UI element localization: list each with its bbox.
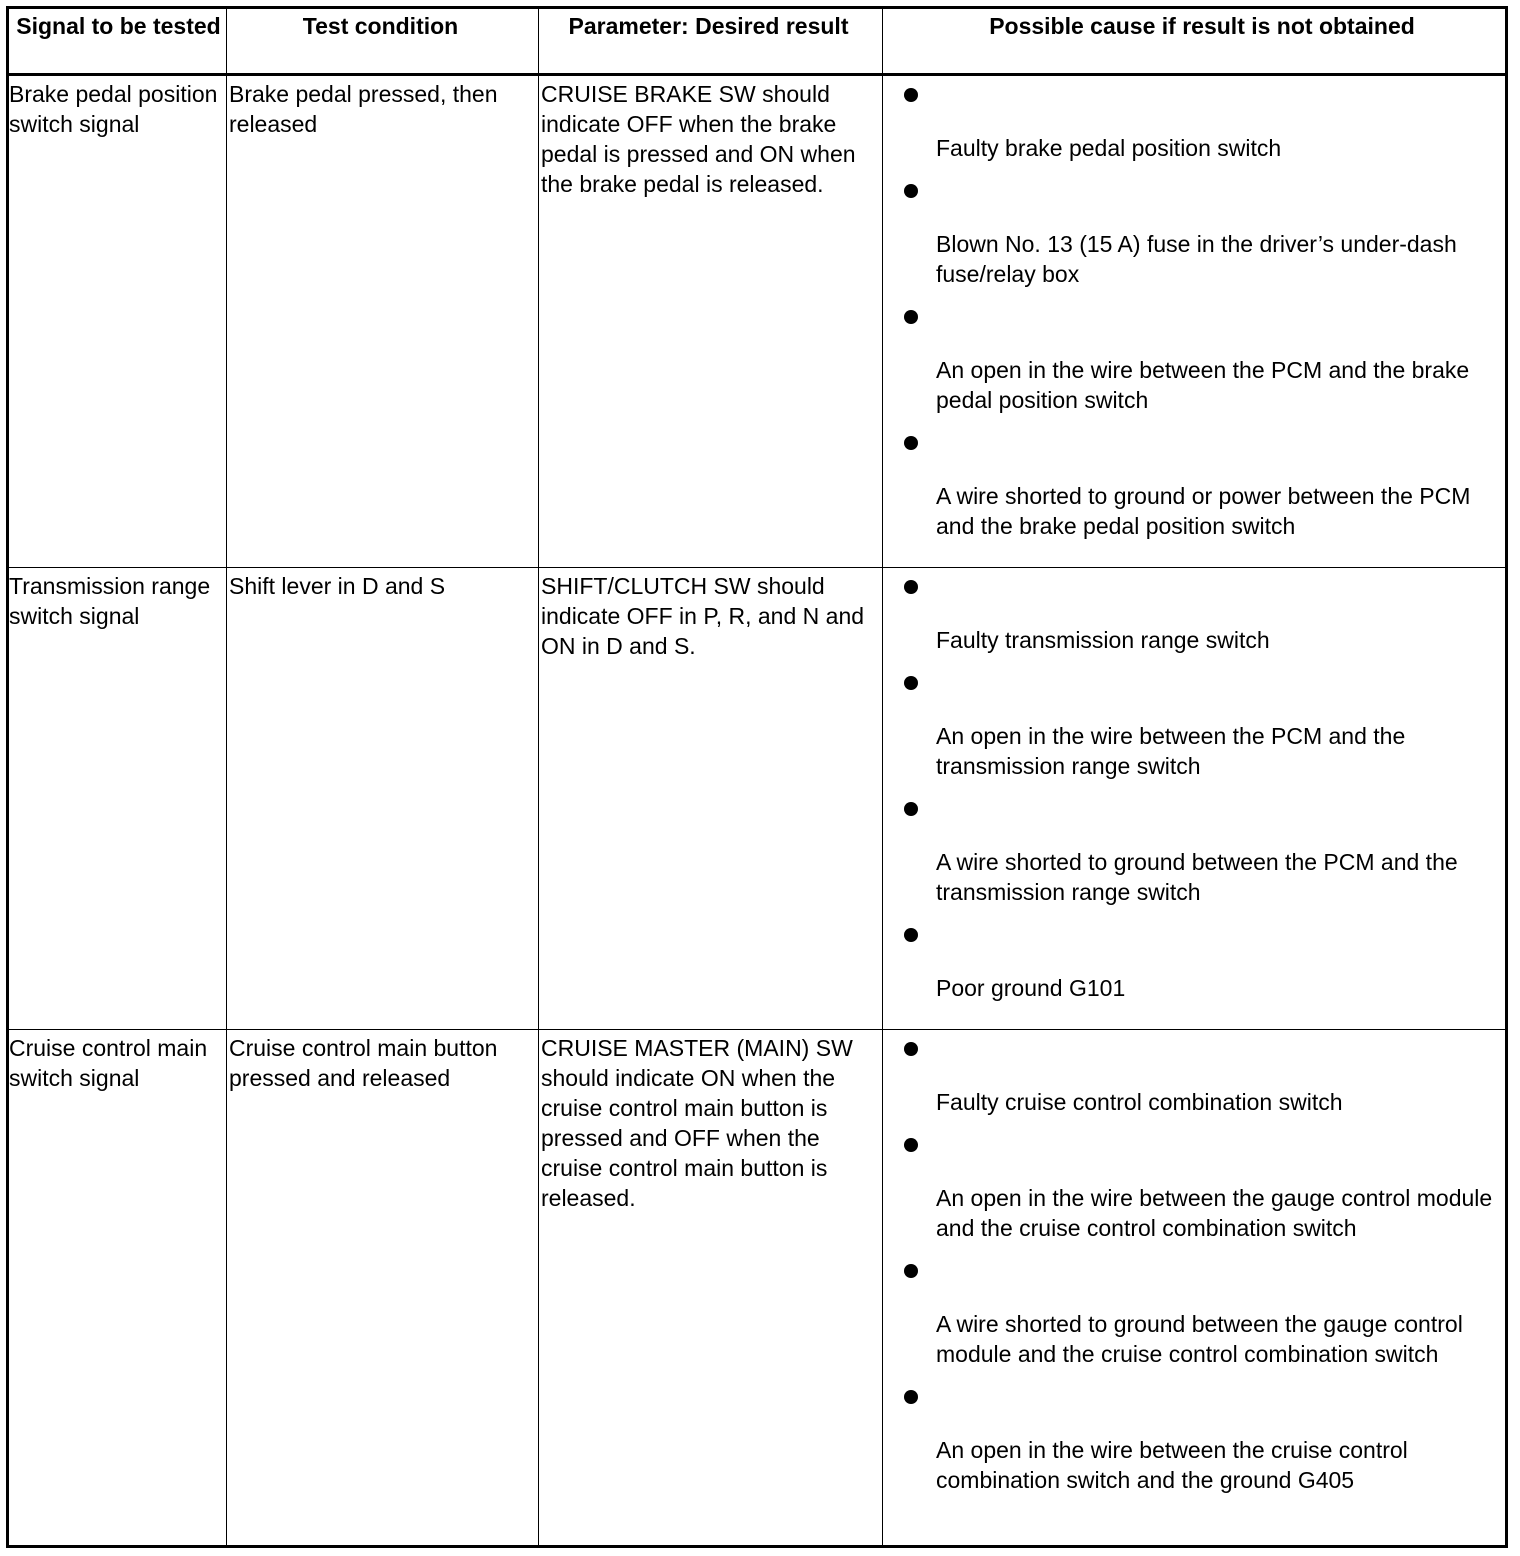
cause-list	[903, 88, 1501, 541]
cause-text: A wire shorted to ground between the gauge control module and the cruise control combination switch	[936, 1311, 1463, 1367]
parameter-cell: CRUISE BRAKE SW should indicate OFF when the brake pedal is pressed and ON when the brake pedal is released.	[539, 76, 883, 567]
list-item	[903, 88, 1501, 163]
list-item	[903, 1138, 1501, 1243]
list-item	[903, 310, 1501, 415]
bullet-icon	[904, 580, 918, 594]
cause-text: Faulty cruise control combination switch	[936, 1089, 1343, 1115]
signal-cell: Brake pedal position switch signal	[9, 76, 227, 567]
parameter-cell: SHIFT/CLUTCH SW should indicate OFF in P, R, and N and ON in D and S.	[539, 568, 883, 1029]
cause-text: Faulty transmission range switch	[936, 627, 1270, 653]
test-condition-cell: Shift lever in D and S	[227, 568, 539, 1029]
bullet-icon	[904, 1264, 918, 1278]
list-item	[903, 928, 1501, 1003]
bullet-icon	[904, 88, 918, 102]
bullet-icon	[904, 184, 918, 198]
cause-text: Faulty brake pedal position switch	[936, 135, 1282, 161]
parameter-cell: CRUISE MASTER (MAIN) SW should indicate ON when the cruise control main button is pressed and OFF when the cruise control main button is released.	[539, 1030, 883, 1545]
list-item	[903, 676, 1501, 781]
bullet-icon	[904, 310, 918, 324]
table-row	[9, 76, 1505, 568]
bullet-icon	[904, 1390, 918, 1404]
list-item	[903, 1264, 1501, 1369]
cause-list	[903, 1042, 1501, 1495]
list-item	[903, 1390, 1501, 1495]
header-signal: Signal to be tested	[9, 9, 227, 73]
cause-list	[903, 580, 1501, 1003]
diagnostic-table	[6, 6, 1508, 1548]
table-header-row	[9, 9, 1505, 76]
header-test-condition: Test condition	[227, 9, 539, 73]
cause-text: An open in the wire between the PCM and the transmission range switch	[936, 723, 1406, 779]
bullet-icon	[904, 802, 918, 816]
header-parameter: Parameter: Desired result	[539, 9, 883, 73]
table-row	[9, 1030, 1505, 1545]
cause-text: Blown No. 13 (15 A) fuse in the driver’s under-dash fuse/relay box	[936, 231, 1457, 287]
list-item	[903, 802, 1501, 907]
table-row	[9, 568, 1505, 1030]
bullet-icon	[904, 676, 918, 690]
list-item	[903, 1042, 1501, 1117]
possible-cause-cell	[883, 1030, 1505, 1545]
cause-text: An open in the wire between the PCM and the brake pedal position switch	[936, 357, 1470, 413]
test-condition-cell: Brake pedal pressed, then released	[227, 76, 539, 567]
cause-text: A wire shorted to ground or power between the PCM and the brake pedal position switch	[936, 483, 1471, 539]
cause-text: A wire shorted to ground between the PCM and the transmission range switch	[936, 849, 1458, 905]
possible-cause-cell	[883, 568, 1505, 1029]
cause-text: Poor ground G101	[936, 975, 1126, 1001]
bullet-icon	[904, 436, 918, 450]
cause-text: An open in the wire between the gauge control module and the cruise control combination switch	[936, 1185, 1493, 1241]
bullet-icon	[904, 1138, 918, 1152]
list-item	[903, 580, 1501, 655]
bullet-icon	[904, 928, 918, 942]
possible-cause-cell	[883, 76, 1505, 567]
header-possible-cause: Possible cause if result is not obtained	[989, 13, 1415, 39]
signal-cell: Transmission range switch signal	[9, 568, 227, 1029]
bullet-icon	[904, 1042, 918, 1056]
list-item	[903, 436, 1501, 541]
cause-text: An open in the wire between the cruise control combination switch and the ground G405	[936, 1437, 1408, 1493]
list-item	[903, 184, 1501, 289]
test-condition-cell: Cruise control main button pressed and released	[227, 1030, 539, 1545]
signal-cell: Cruise control main switch signal	[9, 1030, 227, 1545]
